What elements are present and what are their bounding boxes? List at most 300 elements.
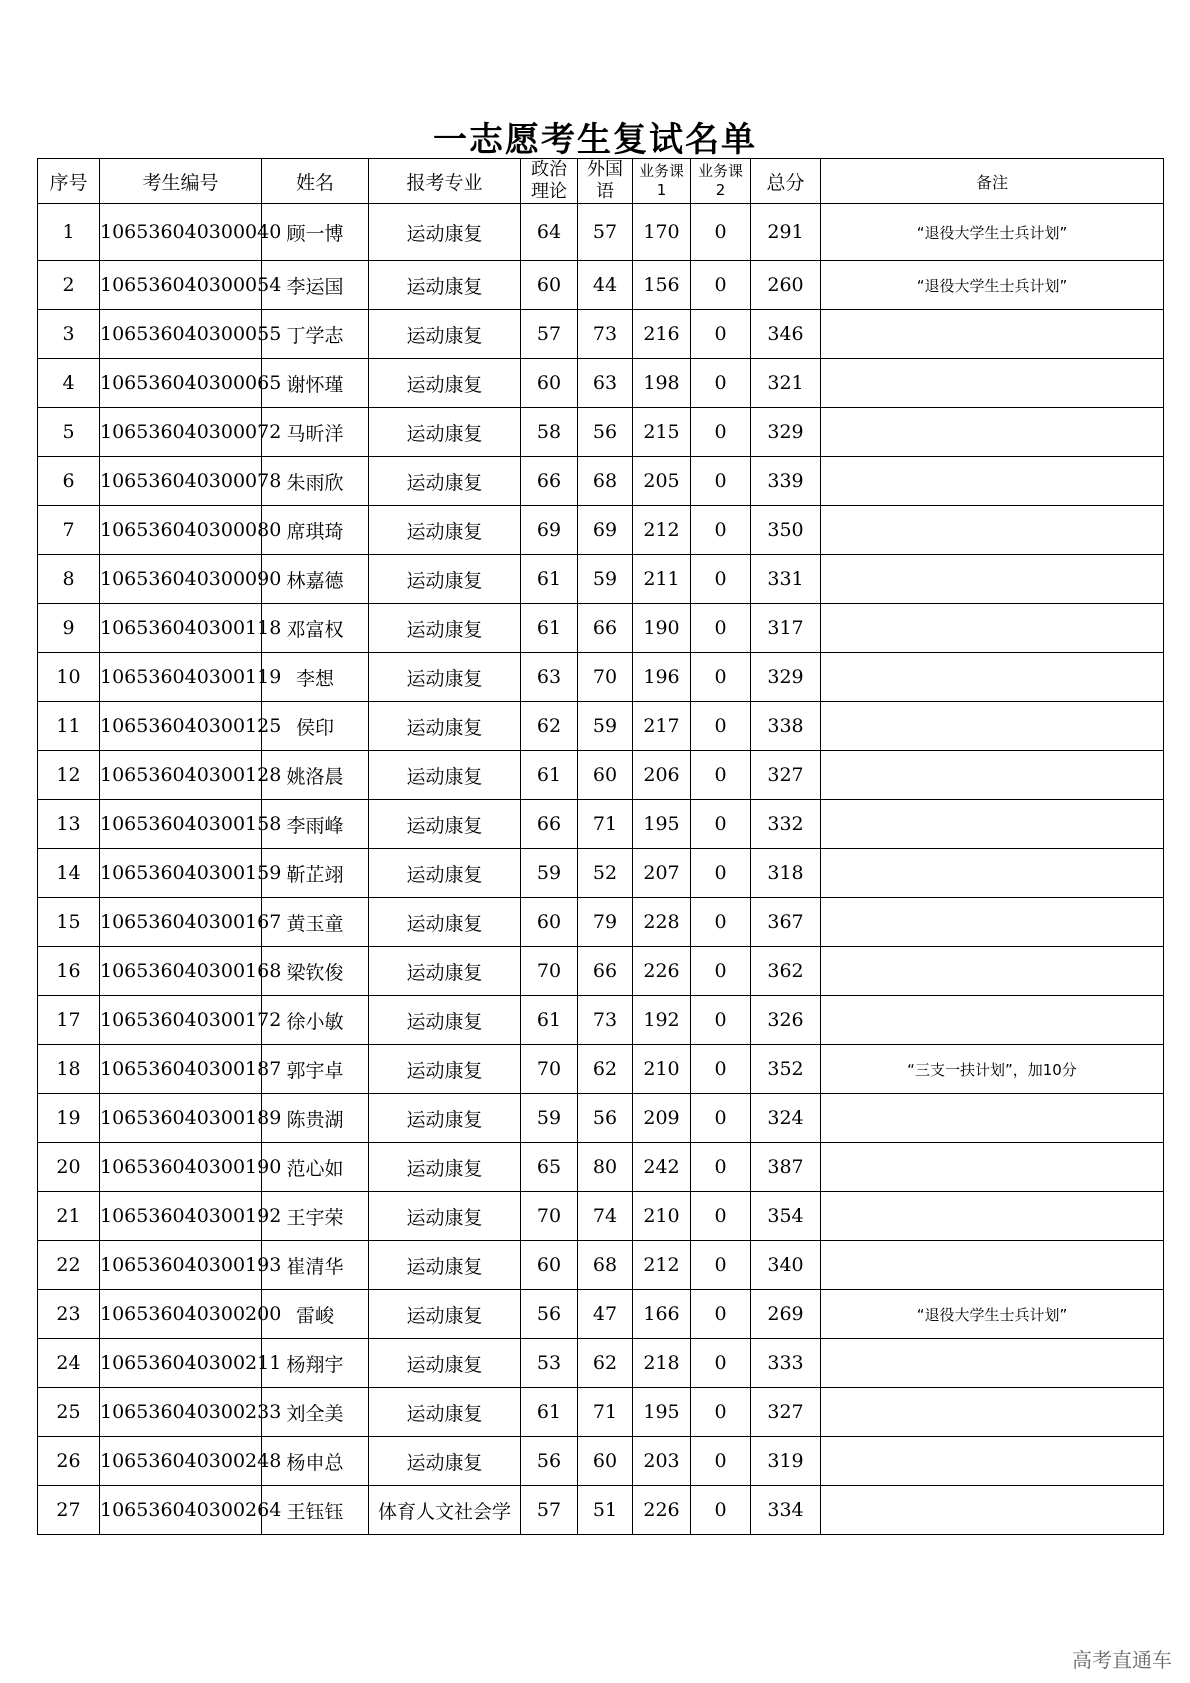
cell-course-1: 218 <box>633 1339 691 1388</box>
table-row <box>38 1486 1164 1535</box>
cell-total: 387 <box>751 1143 821 1192</box>
cell-name: 邓富权 <box>262 604 369 653</box>
table-row <box>38 604 1164 653</box>
cell-note <box>821 947 1164 996</box>
cell-foreign-language: 60 <box>578 751 633 800</box>
cell-foreign-language: 57 <box>578 204 633 261</box>
table-row <box>38 204 1164 261</box>
cell-foreign-language: 44 <box>578 261 633 310</box>
cell-exam-id: 106536040300119 <box>100 653 262 702</box>
cell-course-1: 192 <box>633 996 691 1045</box>
cell-note: “退役大学生士兵计划” <box>821 204 1164 261</box>
cell-course-1: 217 <box>633 702 691 751</box>
cell-politics: 59 <box>521 849 578 898</box>
header-foreign-language <box>578 159 633 204</box>
cell-foreign-language: 71 <box>578 1388 633 1437</box>
cell-seq: 8 <box>38 555 100 604</box>
cell-name: 黄玉童 <box>262 898 369 947</box>
cell-politics: 70 <box>521 947 578 996</box>
cell-exam-id: 106536040300118 <box>100 604 262 653</box>
cell-course-2: 0 <box>691 1339 751 1388</box>
cell-foreign-language: 80 <box>578 1143 633 1192</box>
cell-exam-id: 106536040300090 <box>100 555 262 604</box>
cell-note <box>821 800 1164 849</box>
cell-foreign-language: 69 <box>578 506 633 555</box>
cell-course-1: 170 <box>633 204 691 261</box>
cell-exam-id: 106536040300159 <box>100 849 262 898</box>
cell-exam-id: 106536040300078 <box>100 457 262 506</box>
cell-seq: 18 <box>38 1045 100 1094</box>
cell-total: 260 <box>751 261 821 310</box>
cell-name: 姚洛晨 <box>262 751 369 800</box>
cell-major: 运动康复 <box>369 1339 521 1388</box>
cell-foreign-language: 71 <box>578 800 633 849</box>
cell-name: 李运国 <box>262 261 369 310</box>
cell-course-2: 0 <box>691 1241 751 1290</box>
cell-course-2: 0 <box>691 1437 751 1486</box>
table-row <box>38 996 1164 1045</box>
cell-course-1: 215 <box>633 408 691 457</box>
cell-total: 334 <box>751 1486 821 1535</box>
cell-major: 运动康复 <box>369 1437 521 1486</box>
cell-exam-id: 106536040300172 <box>100 996 262 1045</box>
cell-foreign-language: 59 <box>578 555 633 604</box>
cell-total: 333 <box>751 1339 821 1388</box>
watermark: 高考直通车 <box>1072 1648 1172 1672</box>
cell-name: 陈贵湖 <box>262 1094 369 1143</box>
cell-seq: 21 <box>38 1192 100 1241</box>
cell-course-1: 242 <box>633 1143 691 1192</box>
cell-foreign-language: 59 <box>578 702 633 751</box>
cell-course-1: 195 <box>633 800 691 849</box>
cell-exam-id: 106536040300211 <box>100 1339 262 1388</box>
cell-major: 运动康复 <box>369 204 521 261</box>
cell-major: 运动康复 <box>369 751 521 800</box>
cell-seq: 26 <box>38 1437 100 1486</box>
cell-note <box>821 898 1164 947</box>
cell-course-2: 0 <box>691 506 751 555</box>
cell-major: 运动康复 <box>369 947 521 996</box>
cell-total: 331 <box>751 555 821 604</box>
cell-course-1: 211 <box>633 555 691 604</box>
cell-foreign-language: 62 <box>578 1045 633 1094</box>
table-row <box>38 1143 1164 1192</box>
cell-note <box>821 1486 1164 1535</box>
cell-note <box>821 408 1164 457</box>
table-row <box>38 310 1164 359</box>
cell-foreign-language: 47 <box>578 1290 633 1339</box>
cell-major: 运动康复 <box>369 1192 521 1241</box>
header-foreign-line1: 外国 <box>587 159 623 180</box>
cell-exam-id: 106536040300065 <box>100 359 262 408</box>
cell-foreign-language: 52 <box>578 849 633 898</box>
cell-name: 李想 <box>262 653 369 702</box>
cell-note <box>821 996 1164 1045</box>
cell-major: 运动康复 <box>369 457 521 506</box>
cell-politics: 61 <box>521 555 578 604</box>
cell-exam-id: 106536040300192 <box>100 1192 262 1241</box>
cell-name: 丁学志 <box>262 310 369 359</box>
cell-name: 马昕洋 <box>262 408 369 457</box>
cell-name: 范心如 <box>262 1143 369 1192</box>
cell-seq: 25 <box>38 1388 100 1437</box>
cell-major: 运动康复 <box>369 261 521 310</box>
cell-major: 运动康复 <box>369 310 521 359</box>
cell-exam-id: 106536040300264 <box>100 1486 262 1535</box>
cell-total: 321 <box>751 359 821 408</box>
cell-name: 王宇荣 <box>262 1192 369 1241</box>
header-seq: 序号 <box>38 159 100 204</box>
cell-foreign-language: 68 <box>578 1241 633 1290</box>
cell-politics: 70 <box>521 1045 578 1094</box>
cell-exam-id: 106536040300125 <box>100 702 262 751</box>
cell-course-1: 210 <box>633 1045 691 1094</box>
cell-total: 326 <box>751 996 821 1045</box>
cell-note <box>821 506 1164 555</box>
header-name: 姓名 <box>262 159 369 204</box>
cell-seq: 14 <box>38 849 100 898</box>
cell-note <box>821 310 1164 359</box>
cell-name: 杨翔宇 <box>262 1339 369 1388</box>
cell-major: 运动康复 <box>369 800 521 849</box>
cell-course-2: 0 <box>691 457 751 506</box>
cell-foreign-language: 60 <box>578 1437 633 1486</box>
cell-note <box>821 1094 1164 1143</box>
cell-total: 317 <box>751 604 821 653</box>
cell-major: 运动康复 <box>369 702 521 751</box>
cell-exam-id: 106536040300055 <box>100 310 262 359</box>
cell-course-2: 0 <box>691 800 751 849</box>
cell-total: 346 <box>751 310 821 359</box>
cell-total: 329 <box>751 408 821 457</box>
cell-name: 林嘉德 <box>262 555 369 604</box>
cell-course-1: 228 <box>633 898 691 947</box>
cell-note <box>821 1241 1164 1290</box>
header-note: 备注 <box>821 159 1164 204</box>
header-course2-line1: 业务课 <box>697 162 743 180</box>
header-foreign-line2: 语 <box>596 181 614 202</box>
cell-seq: 6 <box>38 457 100 506</box>
cell-exam-id: 106536040300200 <box>100 1290 262 1339</box>
candidate-table <box>37 158 1164 1535</box>
cell-name: 郭宇卓 <box>262 1045 369 1094</box>
table-row <box>38 849 1164 898</box>
cell-foreign-language: 66 <box>578 604 633 653</box>
cell-total: 332 <box>751 800 821 849</box>
cell-major: 体育人文社会学 <box>369 1486 521 1535</box>
table-row <box>38 947 1164 996</box>
cell-total: 367 <box>751 898 821 947</box>
cell-politics: 61 <box>521 751 578 800</box>
table-row <box>38 702 1164 751</box>
cell-name: 杨申总 <box>262 1437 369 1486</box>
cell-total: 324 <box>751 1094 821 1143</box>
cell-politics: 70 <box>521 1192 578 1241</box>
cell-course-1: 216 <box>633 310 691 359</box>
cell-foreign-language: 56 <box>578 408 633 457</box>
cell-note <box>821 359 1164 408</box>
cell-politics: 63 <box>521 653 578 702</box>
cell-total: 327 <box>751 751 821 800</box>
header-course-1 <box>633 159 691 204</box>
cell-foreign-language: 66 <box>578 947 633 996</box>
header-course-2 <box>691 159 751 204</box>
table-row <box>38 1045 1164 1094</box>
cell-politics: 66 <box>521 800 578 849</box>
cell-name: 梁钦俊 <box>262 947 369 996</box>
cell-note <box>821 702 1164 751</box>
cell-total: 269 <box>751 1290 821 1339</box>
cell-course-2: 0 <box>691 359 751 408</box>
cell-total: 338 <box>751 702 821 751</box>
header-politics-line2: 理论 <box>531 181 567 202</box>
cell-major: 运动康复 <box>369 1094 521 1143</box>
cell-name: 李雨峰 <box>262 800 369 849</box>
cell-seq: 5 <box>38 408 100 457</box>
cell-course-1: 203 <box>633 1437 691 1486</box>
cell-politics: 64 <box>521 204 578 261</box>
cell-exam-id: 106536040300158 <box>100 800 262 849</box>
table-row <box>38 1241 1164 1290</box>
cell-course-1: 209 <box>633 1094 691 1143</box>
cell-politics: 57 <box>521 1486 578 1535</box>
page-title: 一志愿考生复试名单 <box>433 120 757 160</box>
cell-course-1: 207 <box>633 849 691 898</box>
cell-note <box>821 457 1164 506</box>
cell-politics: 56 <box>521 1290 578 1339</box>
header-course1-line1: 业务课 <box>638 162 684 180</box>
cell-exam-id: 106536040300168 <box>100 947 262 996</box>
cell-seq: 24 <box>38 1339 100 1388</box>
cell-course-2: 0 <box>691 849 751 898</box>
cell-course-1: 226 <box>633 1486 691 1535</box>
cell-exam-id: 106536040300054 <box>100 261 262 310</box>
cell-name: 徐小敏 <box>262 996 369 1045</box>
table-row <box>38 1094 1164 1143</box>
cell-major: 运动康复 <box>369 555 521 604</box>
cell-politics: 60 <box>521 261 578 310</box>
cell-name: 王钰钰 <box>262 1486 369 1535</box>
cell-seq: 13 <box>38 800 100 849</box>
table-row <box>38 408 1164 457</box>
table-row <box>38 261 1164 310</box>
table-row <box>38 555 1164 604</box>
cell-course-1: 205 <box>633 457 691 506</box>
table-row <box>38 1339 1164 1388</box>
cell-name: 侯印 <box>262 702 369 751</box>
cell-foreign-language: 68 <box>578 457 633 506</box>
cell-seq: 2 <box>38 261 100 310</box>
cell-politics: 65 <box>521 1143 578 1192</box>
cell-exam-id: 106536040300167 <box>100 898 262 947</box>
cell-course-1: 166 <box>633 1290 691 1339</box>
table-row <box>38 1388 1164 1437</box>
cell-exam-id: 106536040300248 <box>100 1437 262 1486</box>
cell-course-2: 0 <box>691 1045 751 1094</box>
cell-foreign-language: 51 <box>578 1486 633 1535</box>
table-row <box>38 898 1164 947</box>
cell-politics: 62 <box>521 702 578 751</box>
cell-name: 靳芷翊 <box>262 849 369 898</box>
cell-note <box>821 1339 1164 1388</box>
cell-name: 朱雨欣 <box>262 457 369 506</box>
cell-note: “三支一扶计划”，加10分 <box>821 1045 1164 1094</box>
cell-total: 352 <box>751 1045 821 1094</box>
cell-course-2: 0 <box>691 898 751 947</box>
cell-course-1: 195 <box>633 1388 691 1437</box>
cell-course-2: 0 <box>691 1486 751 1535</box>
cell-major: 运动康复 <box>369 359 521 408</box>
cell-politics: 66 <box>521 457 578 506</box>
cell-foreign-language: 73 <box>578 996 633 1045</box>
cell-course-1: 196 <box>633 653 691 702</box>
table-row <box>38 751 1164 800</box>
cell-course-1: 226 <box>633 947 691 996</box>
cell-total: 354 <box>751 1192 821 1241</box>
cell-politics: 60 <box>521 1241 578 1290</box>
cell-exam-id: 106536040300190 <box>100 1143 262 1192</box>
cell-politics: 57 <box>521 310 578 359</box>
cell-course-1: 210 <box>633 1192 691 1241</box>
header-total: 总分 <box>751 159 821 204</box>
cell-total: 319 <box>751 1437 821 1486</box>
cell-total: 339 <box>751 457 821 506</box>
cell-course-1: 190 <box>633 604 691 653</box>
cell-total: 340 <box>751 1241 821 1290</box>
cell-major: 运动康复 <box>369 506 521 555</box>
cell-major: 运动康复 <box>369 898 521 947</box>
cell-politics: 56 <box>521 1437 578 1486</box>
cell-seq: 7 <box>38 506 100 555</box>
cell-course-1: 156 <box>633 261 691 310</box>
cell-politics: 58 <box>521 408 578 457</box>
cell-foreign-language: 62 <box>578 1339 633 1388</box>
cell-course-2: 0 <box>691 653 751 702</box>
cell-course-2: 0 <box>691 1143 751 1192</box>
cell-course-2: 0 <box>691 310 751 359</box>
cell-course-2: 0 <box>691 555 751 604</box>
cell-exam-id: 106536040300187 <box>100 1045 262 1094</box>
table-row <box>38 1192 1164 1241</box>
cell-course-2: 0 <box>691 947 751 996</box>
cell-major: 运动康复 <box>369 653 521 702</box>
cell-foreign-language: 70 <box>578 653 633 702</box>
cell-course-2: 0 <box>691 1290 751 1339</box>
table-row <box>38 800 1164 849</box>
header-major: 报考专业 <box>369 159 521 204</box>
cell-seq: 19 <box>38 1094 100 1143</box>
cell-note <box>821 555 1164 604</box>
table-header-row <box>38 159 1164 204</box>
cell-course-2: 0 <box>691 604 751 653</box>
table-row <box>38 1437 1164 1486</box>
cell-note <box>821 1143 1164 1192</box>
cell-note <box>821 604 1164 653</box>
cell-foreign-language: 56 <box>578 1094 633 1143</box>
table-body <box>38 204 1164 1535</box>
cell-seq: 1 <box>38 204 100 261</box>
table-row <box>38 1290 1164 1339</box>
cell-exam-id: 106536040300233 <box>100 1388 262 1437</box>
cell-exam-id: 106536040300189 <box>100 1094 262 1143</box>
cell-course-2: 0 <box>691 408 751 457</box>
cell-exam-id: 106536040300193 <box>100 1241 262 1290</box>
cell-total: 291 <box>751 204 821 261</box>
cell-note <box>821 1388 1164 1437</box>
cell-course-2: 0 <box>691 1388 751 1437</box>
cell-name: 崔清华 <box>262 1241 369 1290</box>
cell-name: 席琪琦 <box>262 506 369 555</box>
cell-note: “退役大学生士兵计划” <box>821 1290 1164 1339</box>
cell-seq: 12 <box>38 751 100 800</box>
cell-major: 运动康复 <box>369 1290 521 1339</box>
cell-note <box>821 751 1164 800</box>
header-politics-line1: 政治 <box>531 159 567 180</box>
cell-exam-id: 106536040300040 <box>100 204 262 261</box>
cell-politics: 61 <box>521 604 578 653</box>
cell-note <box>821 1437 1164 1486</box>
table-row <box>38 653 1164 702</box>
cell-note <box>821 653 1164 702</box>
cell-major: 运动康复 <box>369 1241 521 1290</box>
cell-seq: 11 <box>38 702 100 751</box>
cell-note <box>821 849 1164 898</box>
cell-seq: 27 <box>38 1486 100 1535</box>
cell-foreign-language: 73 <box>578 310 633 359</box>
cell-seq: 20 <box>38 1143 100 1192</box>
cell-politics: 53 <box>521 1339 578 1388</box>
cell-exam-id: 106536040300080 <box>100 506 262 555</box>
cell-seq: 23 <box>38 1290 100 1339</box>
cell-politics: 61 <box>521 1388 578 1437</box>
header-course1-line2: 1 <box>656 181 667 199</box>
cell-foreign-language: 74 <box>578 1192 633 1241</box>
cell-politics: 60 <box>521 898 578 947</box>
cell-course-2: 0 <box>691 751 751 800</box>
cell-politics: 59 <box>521 1094 578 1143</box>
cell-course-1: 198 <box>633 359 691 408</box>
cell-course-2: 0 <box>691 204 751 261</box>
cell-course-2: 0 <box>691 702 751 751</box>
cell-foreign-language: 79 <box>578 898 633 947</box>
cell-major: 运动康复 <box>369 849 521 898</box>
cell-note <box>821 1192 1164 1241</box>
cell-note: “退役大学生士兵计划” <box>821 261 1164 310</box>
header-course2-line2: 2 <box>715 181 726 199</box>
cell-major: 运动康复 <box>369 1045 521 1094</box>
cell-name: 雷峻 <box>262 1290 369 1339</box>
cell-seq: 9 <box>38 604 100 653</box>
cell-politics: 61 <box>521 996 578 1045</box>
table-row <box>38 359 1164 408</box>
cell-seq: 22 <box>38 1241 100 1290</box>
cell-major: 运动康复 <box>369 996 521 1045</box>
cell-politics: 60 <box>521 359 578 408</box>
cell-foreign-language: 63 <box>578 359 633 408</box>
cell-seq: 10 <box>38 653 100 702</box>
cell-course-1: 212 <box>633 506 691 555</box>
cell-course-2: 0 <box>691 1192 751 1241</box>
cell-total: 329 <box>751 653 821 702</box>
header-exam-id: 考生编号 <box>100 159 262 204</box>
cell-total: 327 <box>751 1388 821 1437</box>
cell-course-2: 0 <box>691 996 751 1045</box>
cell-course-2: 0 <box>691 1094 751 1143</box>
cell-course-2: 0 <box>691 261 751 310</box>
cell-seq: 4 <box>38 359 100 408</box>
cell-exam-id: 106536040300072 <box>100 408 262 457</box>
header-politics <box>521 159 578 204</box>
